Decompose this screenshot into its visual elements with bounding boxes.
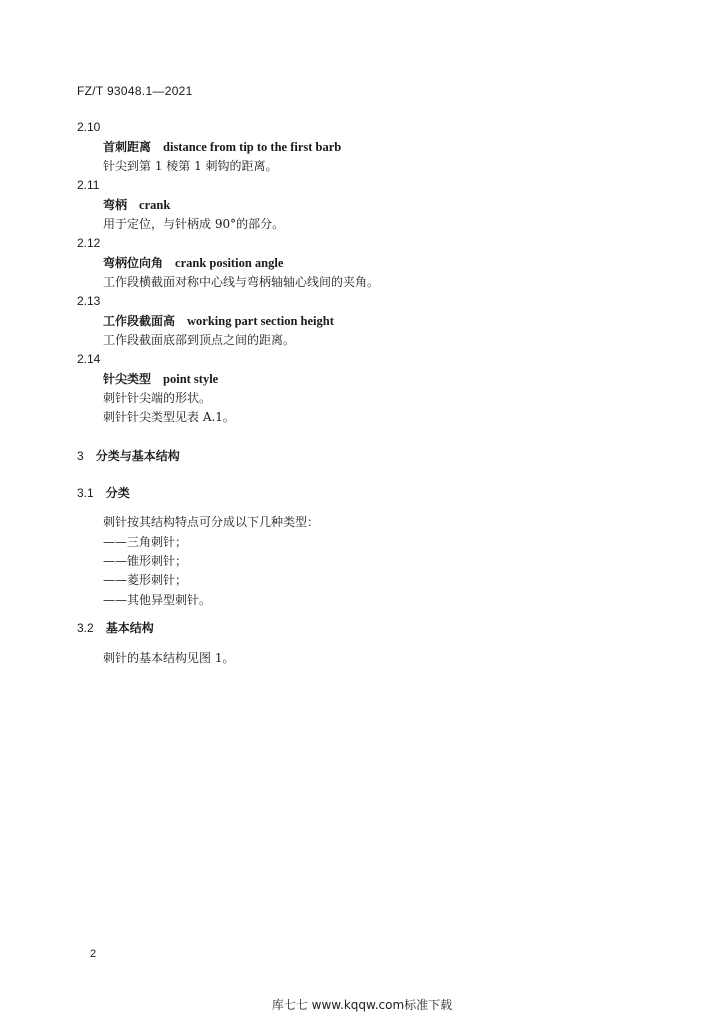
term-en: working part section height bbox=[187, 314, 334, 328]
section-heading-3-2 bbox=[77, 619, 154, 636]
list-item: ——锥形刺针； bbox=[103, 554, 188, 568]
term-definition: 针尖到第 1 棱第 1 刺钩的距离。 bbox=[103, 159, 278, 173]
term-zh: 针尖类型 bbox=[103, 372, 152, 386]
term-definition: 工作段截面底部到顶点之间的距离。 bbox=[103, 333, 296, 347]
list-item: ——菱形刺针； bbox=[103, 573, 188, 587]
download-watermark: 库七七 www.kqqw.com标准下载 bbox=[271, 998, 453, 1012]
term-zh: 弯柄 bbox=[103, 198, 128, 212]
term-en: crank bbox=[139, 198, 171, 212]
classification-intro: 刺针按其结构特点可分成以下几种类型： bbox=[103, 515, 320, 529]
term-title-2-11 bbox=[103, 196, 170, 213]
list-item: ——三角刺针； bbox=[103, 535, 188, 549]
term-zh: 工作段截面高 bbox=[103, 314, 176, 328]
term-title-2-14 bbox=[103, 370, 218, 387]
term-title-2-10 bbox=[103, 138, 341, 155]
section-title: 分类 bbox=[105, 486, 130, 500]
term-number-2-12: 2.12 bbox=[77, 236, 101, 250]
term-number-2-11: 2.11 bbox=[77, 178, 100, 192]
term-definition: 刺针针尖类型见表 A.1。 bbox=[103, 410, 235, 424]
term-en: distance from tip to the first barb bbox=[163, 140, 342, 154]
section-number: 3.2 bbox=[77, 621, 94, 635]
term-definition: 刺针针尖端的形状。 bbox=[103, 391, 212, 405]
term-en: point style bbox=[163, 372, 219, 386]
section-heading-3-1 bbox=[77, 484, 130, 501]
section-title: 基本结构 bbox=[105, 621, 154, 635]
term-en: crank position angle bbox=[175, 256, 284, 270]
term-number-2-10: 2.10 bbox=[77, 120, 101, 134]
term-title-2-12 bbox=[103, 254, 283, 271]
list-item: ——其他异型刺针。 bbox=[103, 593, 212, 607]
section-number: 3 bbox=[77, 449, 84, 463]
term-number-2-14: 2.14 bbox=[77, 352, 101, 366]
document-code: FZ/T 93048.1—2021 bbox=[77, 84, 193, 98]
term-definition: 工作段横截面对称中心线与弯柄轴轴心线间的夹角。 bbox=[103, 275, 380, 289]
term-title-2-13 bbox=[103, 312, 334, 329]
term-zh: 弯柄位向角 bbox=[103, 256, 164, 270]
section-title: 分类与基本结构 bbox=[95, 449, 180, 463]
basic-structure-text: 刺针的基本结构见图 1。 bbox=[103, 651, 235, 665]
section-heading-3 bbox=[77, 447, 180, 464]
page-number: 2 bbox=[90, 948, 97, 960]
term-zh: 首刺距离 bbox=[103, 140, 152, 154]
section-number: 3.1 bbox=[77, 486, 94, 500]
term-definition: 用于定位，与针柄成 90°的部分。 bbox=[103, 217, 285, 231]
term-number-2-13: 2.13 bbox=[77, 294, 101, 308]
